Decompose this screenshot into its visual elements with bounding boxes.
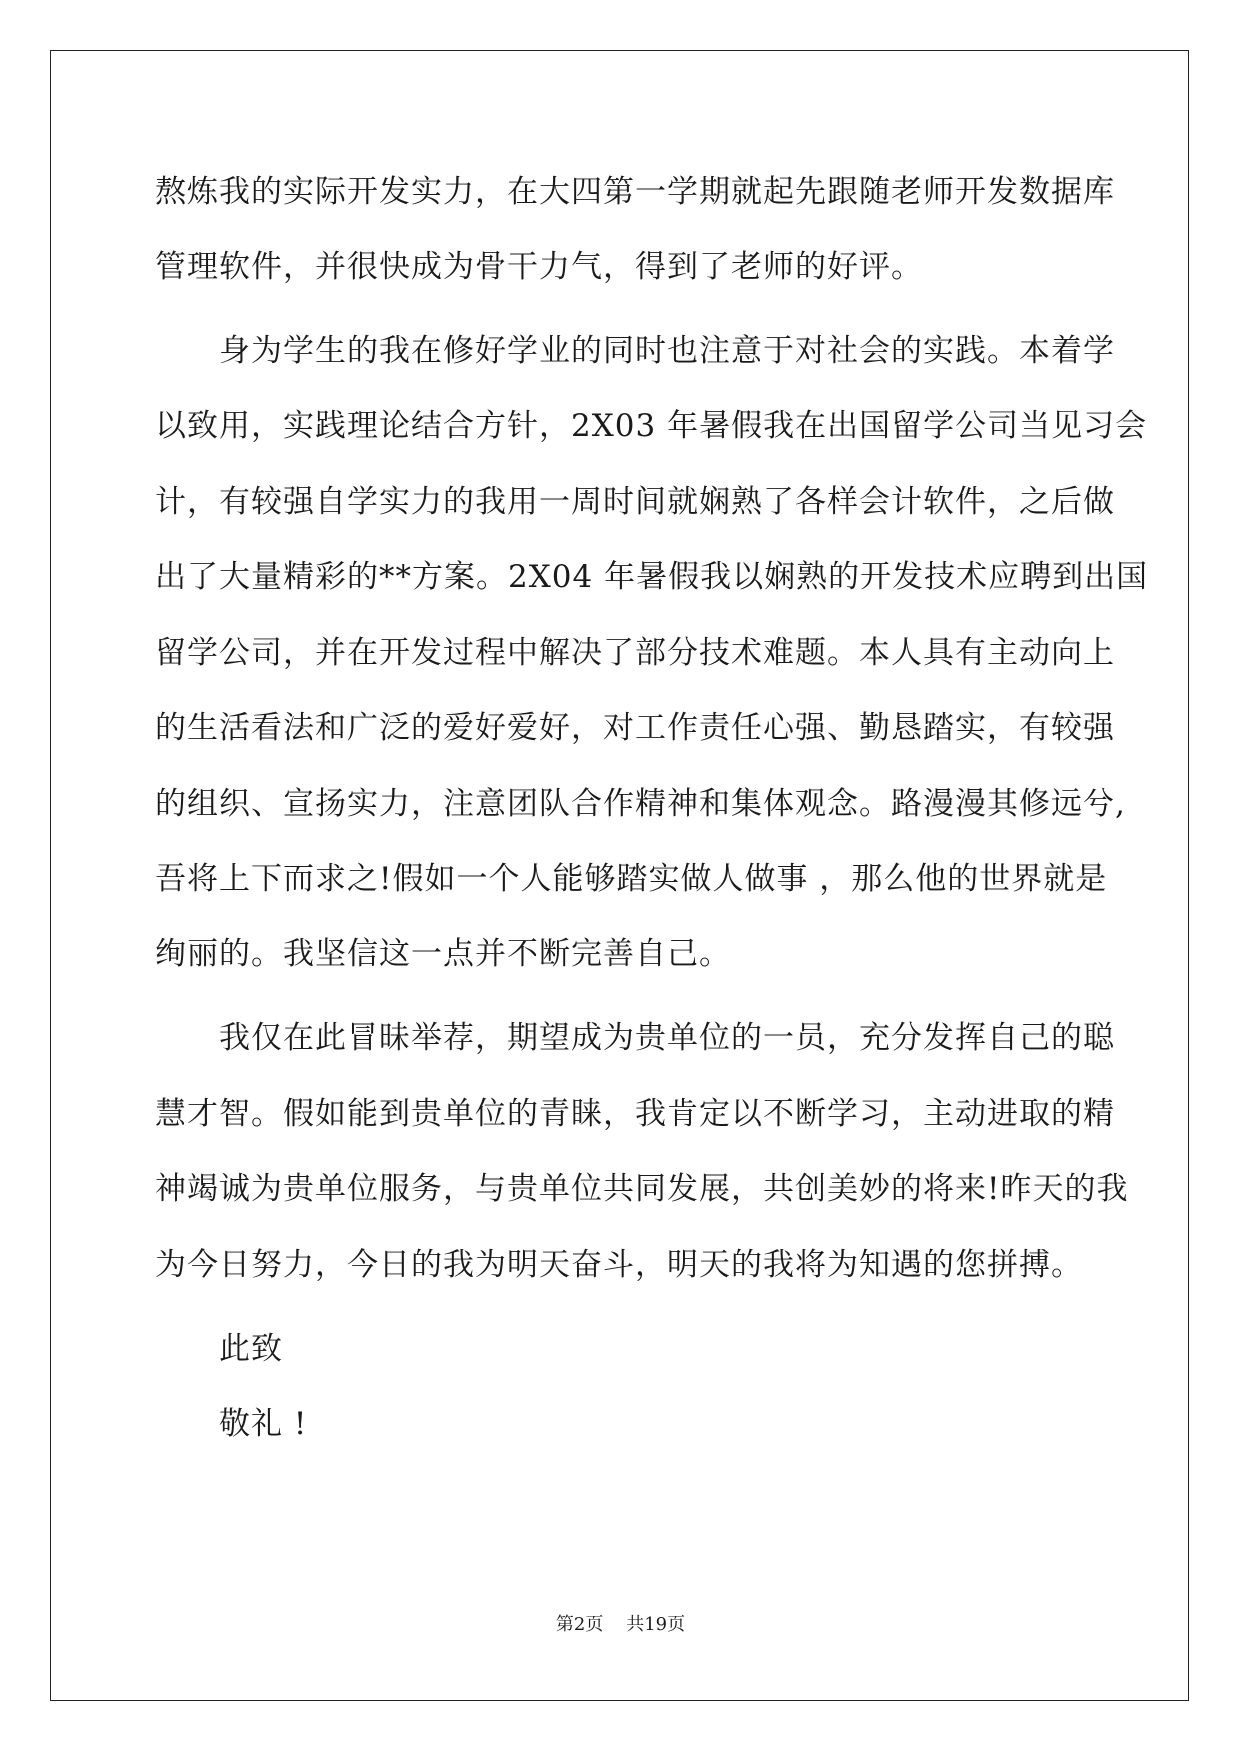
body-line-10: 吾将上下而求之!假如一个人能够踏实做人做事 ，那么他的世界就是 [155, 861, 1108, 897]
page-number: 第2页 [555, 1614, 604, 1635]
closing-salutation: 此致 [155, 1331, 283, 1367]
body-line-15: 为今日努力，今日的我为明天奋斗，明天的我将为知遇的您拼搏。 [155, 1247, 1083, 1283]
body-line-7: 留学公司，并在开发过程中解决了部分技术难题。本人具有主动向上 [155, 635, 1115, 671]
body-line-9: 的组织、宣扬实力，注意团队合作精神和集体观念。路漫漫其修远兮, [155, 786, 1126, 822]
body-line-11: 绚丽的。我坚信这一点并不断完善自己。 [155, 936, 731, 972]
body-line-14: 神竭诚为贵单位服务，与贵单位共同发展，共创美妙的将来!昨天的我 [155, 1171, 1129, 1207]
body-line-2: 管理软件，并很快成为骨干力气，得到了老师的好评。 [155, 249, 923, 285]
body-line-5: 计，有较强自学实力的我用一周时间就娴熟了各样会计软件，之后做 [155, 484, 1115, 520]
closing-regards: 敬礼 ! [155, 1406, 308, 1442]
body-line-6: 出了大量精彩的**方案。2X04 年暑假我以娴熟的开发技术应聘到出国 [155, 559, 1149, 595]
body-line-4: 以致用，实践理论结合方针，2X03 年暑假我在出国留学公司当见习会 [155, 408, 1148, 444]
page-total: 共19页 [626, 1614, 686, 1635]
page-footer [0, 1613, 1241, 1637]
body-line-3: 身为学生的我在修好学业的同时也注意于对社会的实践。本着学 [155, 333, 1115, 369]
body-line-13: 慧才智。假如能到贵单位的青睐，我肯定以不断学习，主动进取的精 [155, 1096, 1115, 1132]
body-line-8: 的生活看法和广泛的爱好爱好，对工作责任心强、勤恳踏实，有较强 [155, 710, 1115, 746]
body-line-12: 我仅在此冒昧举荐，期望成为贵单位的一员，充分发挥自己的聪 [155, 1020, 1115, 1056]
body-line-1: 熬炼我的实际开发实力，在大四第一学期就起先跟随老师开发数据库 [155, 174, 1115, 210]
